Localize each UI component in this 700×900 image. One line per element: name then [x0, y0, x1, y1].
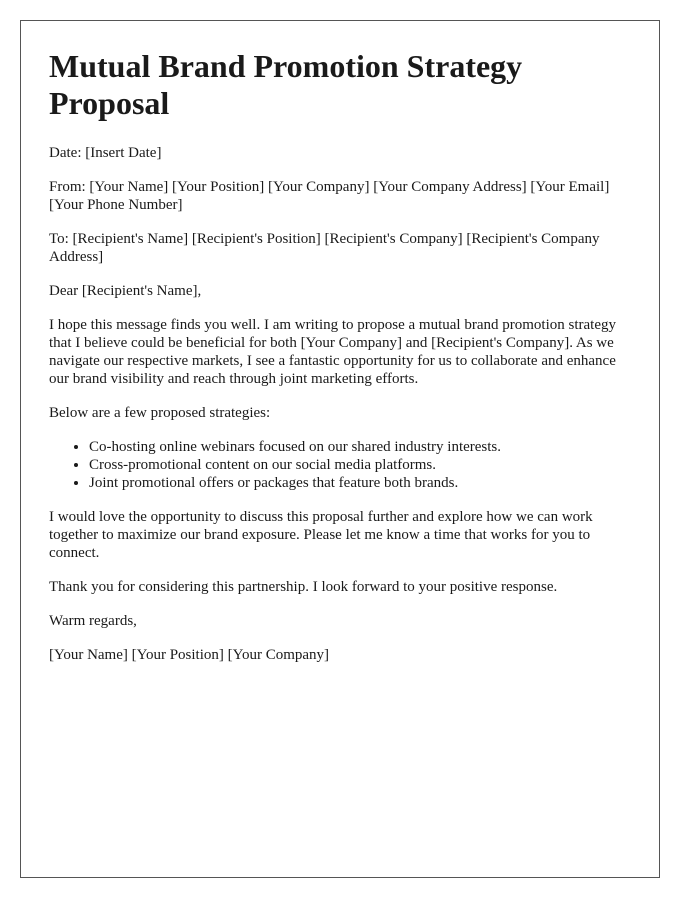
- thanks-paragraph: Thank you for considering this partnership. I look forward to your positive response.: [49, 579, 558, 595]
- list-item: • Co-hosting online webinars focused on our shared industry interests.: [89, 438, 631, 456]
- letter-title: Mutual Brand Promotion Strategy Proposal: [49, 48, 523, 121]
- strategies-list: [49, 438, 631, 492]
- salutation: Dear [Recipient's Name],: [49, 283, 202, 299]
- list-item: • Joint promotional offers or packages that feature both brands.: [89, 474, 631, 492]
- closing: Warm regards,: [49, 613, 137, 629]
- signature: [Your Name] [Your Position] [Your Company]: [49, 647, 330, 663]
- list-item: • Cross-promotional content on our social media platforms.: [89, 456, 631, 474]
- sender-block: From: [Your Name] [Your Position] [Your Company] [Your Company Address] [Your Email] [Your Phone Number]: [49, 179, 610, 213]
- intro-paragraph: I hope this message finds you well. I am writing to propose a mutual brand promotion strategy that I believe could be beneficial for both [Your Company] and [Recipient's Company]. As we navigate our respective markets, I see a fantastic opportunity for us to collaborate and enhance our brand visibility and reach through joint marketing efforts.: [49, 317, 616, 387]
- strategies-intro: Below are a few proposed strategies:: [49, 405, 271, 421]
- discussion-paragraph: I would love the opportunity to discuss this proposal further and explore how we can work together to maximize our brand exposure. Please let me know a time that works for you to connect.: [49, 509, 593, 561]
- letter-date: Date: [Insert Date]: [49, 145, 162, 161]
- recipient-block: To: [Recipient's Name] [Recipient's Position] [Recipient's Company] [Recipient's Company Address]: [49, 231, 600, 265]
- letter-page: [20, 20, 660, 878]
